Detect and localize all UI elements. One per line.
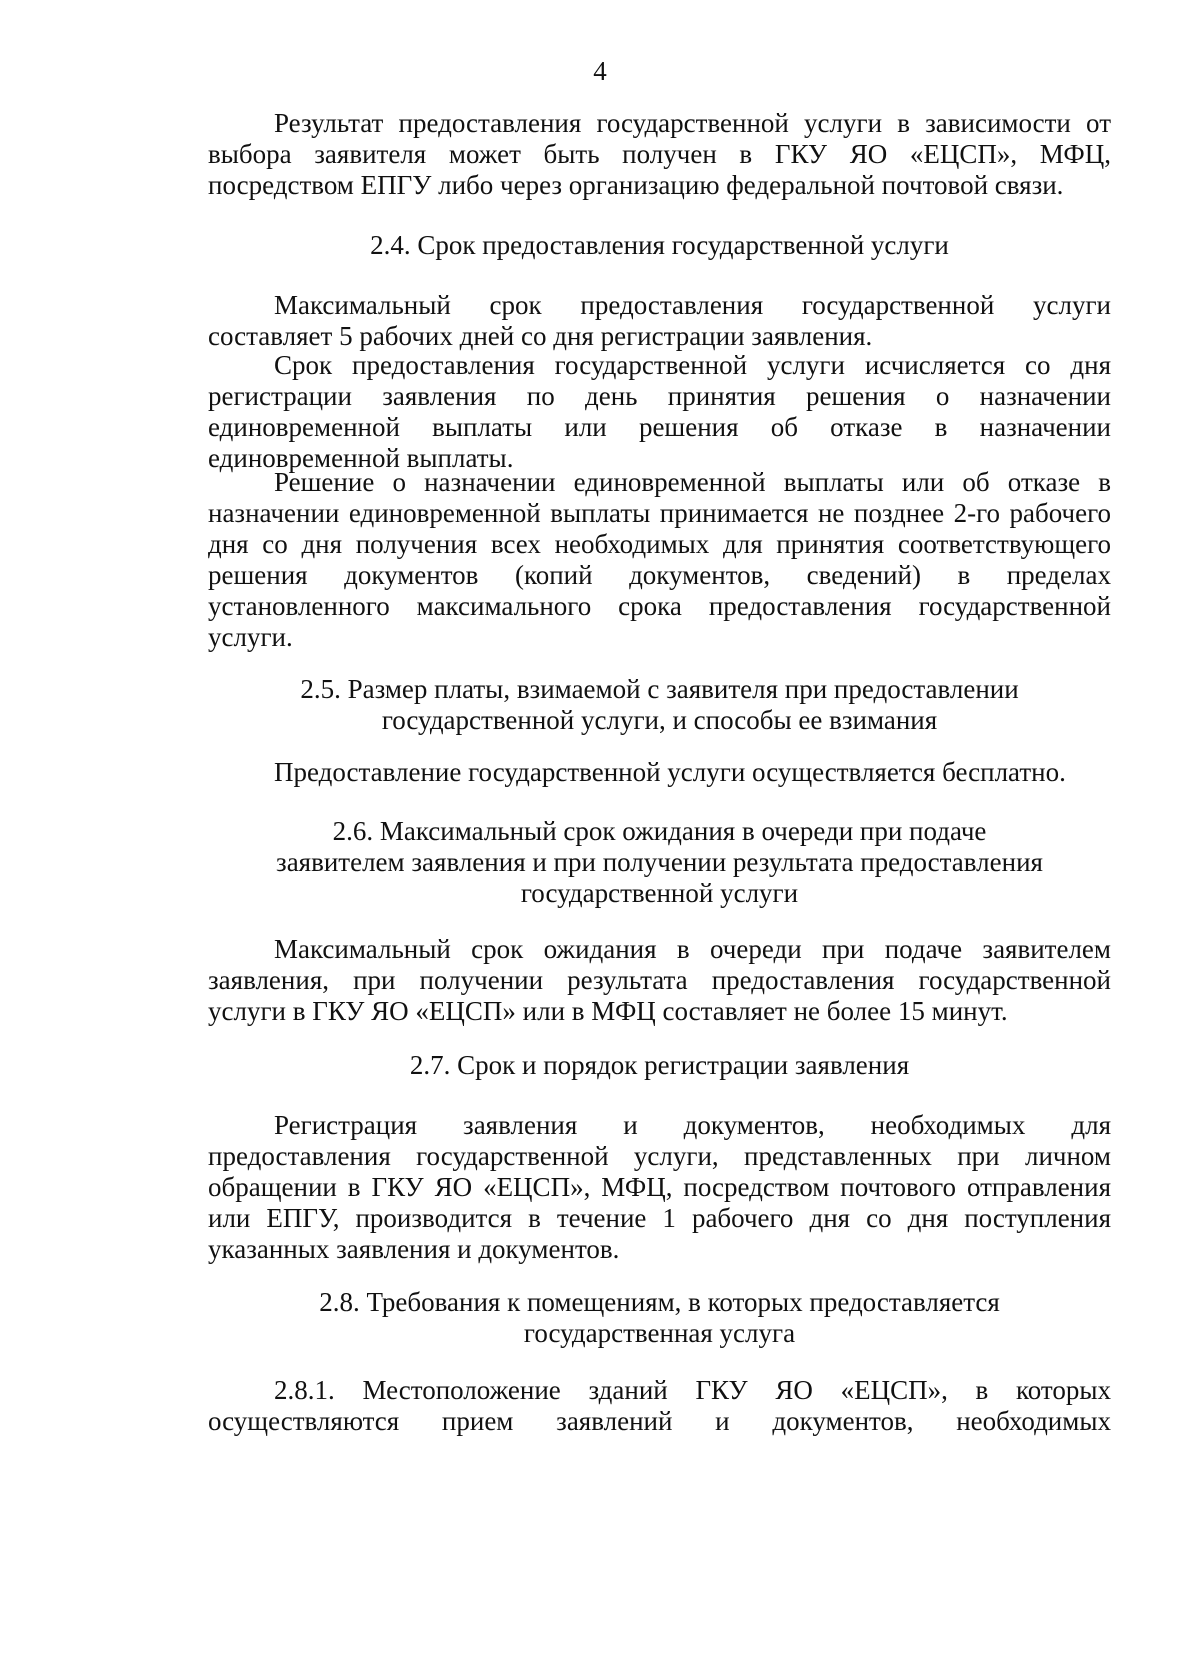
text-line: установленного максимального срока предоставления государственной <box>208 591 1111 621</box>
text-line: 2.8.1. Местоположение зданий ГКУ ЯО «ЕЦСП», в которых <box>274 1375 1111 1405</box>
section-2-4-paragraph-1 <box>208 290 1111 352</box>
text-line: Решение о назначении единовременной выплаты или об отказе в <box>274 467 1111 497</box>
section-title: государственная услуга <box>523 1318 796 1348</box>
text-line: Максимальный срок ожидания в очереди при подаче заявителем <box>274 934 1111 964</box>
paragraph-result <box>208 108 1111 201</box>
text-line: осуществляются прием заявлений и документов, необходимых <box>208 1406 1111 1436</box>
text-line: посредством ЕПГУ либо через организацию федеральной почтовой связи. <box>208 170 1064 200</box>
section-2-8-heading <box>208 1287 1111 1349</box>
text-line: Результат предоставления государственной услуги в зависимости от <box>274 108 1111 138</box>
page-number: 4 <box>593 56 607 86</box>
text-line: Срок предоставления государственной услуги исчисляется со дня <box>274 350 1111 380</box>
text-line: регистрации заявления по день принятия решения о назначении <box>208 381 1111 411</box>
section-title: заявителем заявления и при получении результата предоставления <box>276 847 1043 877</box>
text-line: назначении единовременной выплаты принимается не позднее 2-го рабочего <box>208 498 1111 528</box>
section-2-5-heading <box>208 674 1111 736</box>
text-line: предоставления государственной услуги, представленных при личном <box>208 1141 1111 1171</box>
section-title: 2.5. Размер платы, взимаемой с заявителя при предоставлении <box>300 674 1019 704</box>
section-2-6-paragraph <box>208 934 1111 1027</box>
text-line: указанных заявления и документов. <box>208 1234 620 1264</box>
section-2-4-paragraph-2 <box>208 350 1111 474</box>
section-title: государственной услуги <box>520 878 799 908</box>
section-2-7-heading <box>208 1050 1111 1081</box>
text-line: выбора заявителя может быть получен в ГКУ ЯО «ЕЦСП», МФЦ, <box>208 139 1111 169</box>
text-line: услуги в ГКУ ЯО «ЕЦСП» или в МФЦ составляет не более 15 минут. <box>208 996 1008 1026</box>
text-line: Регистрация заявления и документов, необходимых для <box>274 1110 1111 1140</box>
section-2-7-paragraph <box>208 1110 1111 1265</box>
section-title: 2.8. Требования к помещениям, в которых предоставляется <box>319 1287 1000 1317</box>
text-line: услуги. <box>208 622 293 652</box>
section-title: государственной услуги, и способы ее взимания <box>381 705 938 735</box>
text-line: дня со дня получения всех необходимых для принятия соответствующего <box>208 529 1111 559</box>
text-line: единовременной выплаты или решения об отказе в назначении <box>208 412 1111 442</box>
section-title: 2.7. Срок и порядок регистрации заявления <box>409 1050 910 1080</box>
text-line: или ЕПГУ, производится в течение 1 рабочего дня со дня поступления <box>208 1203 1111 1233</box>
section-2-4-paragraph-3 <box>208 467 1111 653</box>
section-2-6-heading <box>208 816 1111 909</box>
text-line: обращении в ГКУ ЯО «ЕЦСП», МФЦ, посредством почтового отправления <box>208 1172 1111 1202</box>
section-title: 2.6. Максимальный срок ожидания в очереди при подаче <box>332 816 987 846</box>
text-line: единовременной выплаты. <box>208 443 514 473</box>
section-2-8-1-paragraph <box>208 1375 1111 1437</box>
text-line: заявления, при получении результата предоставления государственной <box>208 965 1111 995</box>
text-line: составляет 5 рабочих дней со дня регистрации заявления. <box>208 321 873 351</box>
section-2-5-paragraph <box>208 757 1111 788</box>
section-2-4-heading <box>208 230 1111 261</box>
text-line: Максимальный срок предоставления государственной услуги <box>274 290 1111 320</box>
section-title: 2.4. Срок предоставления государственной услуги <box>370 230 949 260</box>
text-line: решения документов (копий документов, сведений) в пределах <box>208 560 1111 590</box>
text-line: Предоставление государственной услуги осуществляется бесплатно. <box>274 757 1066 787</box>
